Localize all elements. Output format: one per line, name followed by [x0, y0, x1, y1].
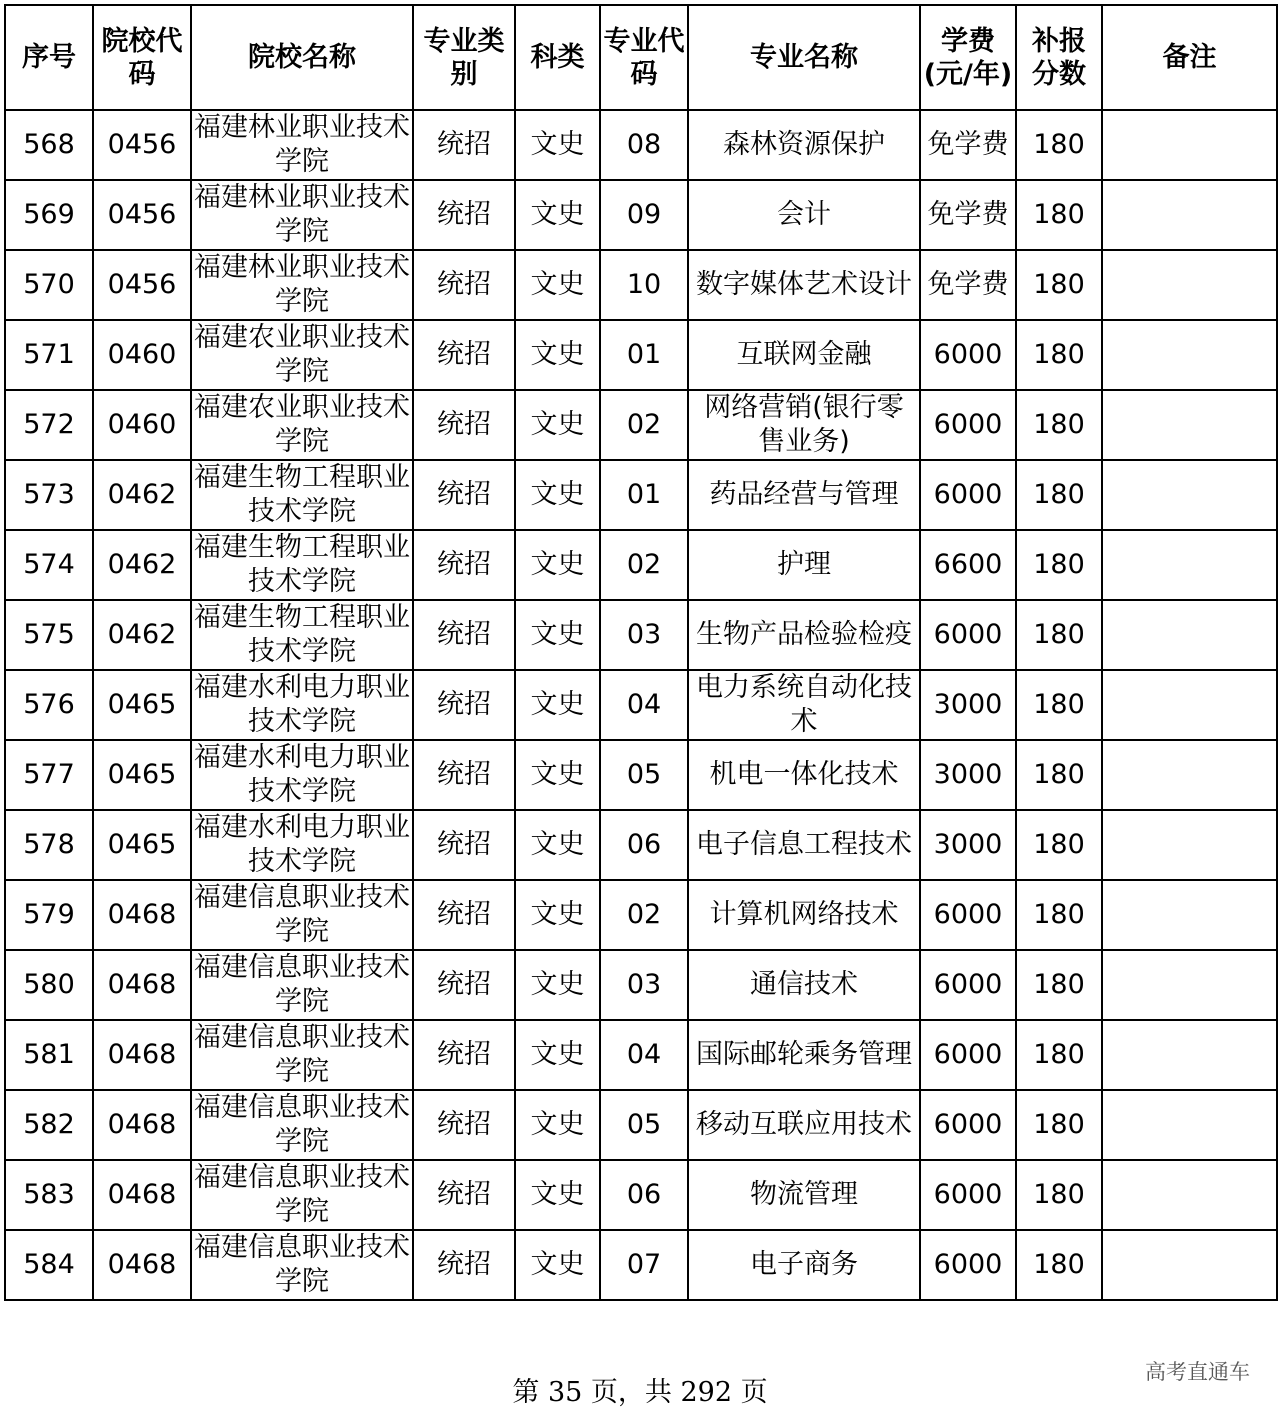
cell-col-tuition: 6000 [920, 1020, 1016, 1090]
cell-col-remark [1102, 390, 1277, 460]
cell-col-subject: 文史 [515, 1090, 600, 1160]
cell-col-school-name: 福建信息职业技术学院 [191, 950, 413, 1020]
cell-col-score: 180 [1016, 390, 1102, 460]
cell-col-remark [1102, 320, 1277, 390]
header-col-school-code: 院校代码 [93, 5, 191, 110]
cell-col-school-name: 福建林业职业技术学院 [191, 180, 413, 250]
cell-col-school-name: 福建生物工程职业技术学院 [191, 530, 413, 600]
table-row [5, 390, 1277, 460]
cell-col-major-code: 10 [600, 250, 688, 320]
cell-col-score: 180 [1016, 530, 1102, 600]
cell-col-major-name: 生物产品检验检疫 [688, 600, 920, 670]
cell-col-major-name: 物流管理 [688, 1160, 920, 1230]
cell-col-remark [1102, 810, 1277, 880]
cell-col-remark [1102, 950, 1277, 1020]
cell-col-score: 180 [1016, 600, 1102, 670]
cell-col-school-name: 福建水利电力职业技术学院 [191, 670, 413, 740]
table-body [5, 110, 1277, 1300]
cell-col-score: 180 [1016, 1160, 1102, 1230]
cell-col-index: 574 [5, 530, 93, 600]
cell-col-remark [1102, 880, 1277, 950]
table-row [5, 950, 1277, 1020]
cell-col-major-type: 统招 [413, 670, 515, 740]
header-col-score: 补报分数 [1016, 5, 1102, 110]
cell-col-major-name: 森林资源保护 [688, 110, 920, 180]
cell-col-school-code: 0462 [93, 460, 191, 530]
cell-col-major-type: 统招 [413, 1090, 515, 1160]
cell-col-subject: 文史 [515, 110, 600, 180]
cell-col-subject: 文史 [515, 390, 600, 460]
header-col-major-code: 专业代码 [600, 5, 688, 110]
cell-col-index: 572 [5, 390, 93, 460]
cell-col-index: 582 [5, 1090, 93, 1160]
cell-col-index: 579 [5, 880, 93, 950]
cell-col-school-code: 0468 [93, 880, 191, 950]
cell-col-major-type: 统招 [413, 1020, 515, 1090]
cell-col-index: 568 [5, 110, 93, 180]
cell-col-remark [1102, 530, 1277, 600]
cell-col-major-name: 护理 [688, 530, 920, 600]
cell-col-major-name: 网络营销(银行零售业务) [688, 390, 920, 460]
cell-col-major-name: 国际邮轮乘务管理 [688, 1020, 920, 1090]
cell-col-school-code: 0456 [93, 180, 191, 250]
cell-col-tuition: 3000 [920, 670, 1016, 740]
cell-col-tuition: 6000 [920, 460, 1016, 530]
header-col-subject: 科类 [515, 5, 600, 110]
cell-col-major-code: 03 [600, 600, 688, 670]
cell-col-index: 576 [5, 670, 93, 740]
table-row [5, 810, 1277, 880]
cell-col-score: 180 [1016, 740, 1102, 810]
cell-col-score: 180 [1016, 880, 1102, 950]
cell-col-major-code: 06 [600, 1160, 688, 1230]
cell-col-school-name: 福建信息职业技术学院 [191, 880, 413, 950]
cell-col-major-type: 统招 [413, 250, 515, 320]
cell-col-major-code: 06 [600, 810, 688, 880]
cell-col-index: 583 [5, 1160, 93, 1230]
cell-col-tuition: 6000 [920, 390, 1016, 460]
cell-col-major-name: 电子商务 [688, 1230, 920, 1300]
table-row [5, 600, 1277, 670]
cell-col-major-type: 统招 [413, 810, 515, 880]
cell-col-index: 580 [5, 950, 93, 1020]
cell-col-major-type: 统招 [413, 1230, 515, 1300]
cell-col-tuition: 6600 [920, 530, 1016, 600]
cell-col-subject: 文史 [515, 810, 600, 880]
cell-col-major-name: 计算机网络技术 [688, 880, 920, 950]
cell-col-remark [1102, 1090, 1277, 1160]
header-row [5, 5, 1277, 110]
cell-col-remark [1102, 460, 1277, 530]
cell-col-school-name: 福建生物工程职业技术学院 [191, 600, 413, 670]
cell-col-score: 180 [1016, 180, 1102, 250]
cell-col-major-code: 02 [600, 390, 688, 460]
cell-col-major-type: 统招 [413, 530, 515, 600]
cell-col-remark [1102, 110, 1277, 180]
cell-col-school-code: 0468 [93, 1160, 191, 1230]
cell-col-subject: 文史 [515, 1020, 600, 1090]
cell-col-major-code: 03 [600, 950, 688, 1020]
cell-col-school-name: 福建农业职业技术学院 [191, 320, 413, 390]
cell-col-subject: 文史 [515, 1230, 600, 1300]
cell-col-school-name: 福建农业职业技术学院 [191, 390, 413, 460]
cell-col-major-code: 02 [600, 530, 688, 600]
cell-col-tuition: 免学费 [920, 180, 1016, 250]
table-row [5, 1020, 1277, 1090]
cell-col-major-type: 统招 [413, 110, 515, 180]
cell-col-score: 180 [1016, 1230, 1102, 1300]
cell-col-score: 180 [1016, 950, 1102, 1020]
table-row [5, 740, 1277, 810]
cell-col-score: 180 [1016, 1090, 1102, 1160]
cell-col-remark [1102, 1160, 1277, 1230]
cell-col-school-code: 0468 [93, 1230, 191, 1300]
cell-col-index: 581 [5, 1020, 93, 1090]
cell-col-score: 180 [1016, 1020, 1102, 1090]
cell-col-school-name: 福建信息职业技术学院 [191, 1160, 413, 1230]
cell-col-index: 573 [5, 460, 93, 530]
header-col-school-name: 院校名称 [191, 5, 413, 110]
cell-col-index: 570 [5, 250, 93, 320]
cell-col-major-code: 01 [600, 320, 688, 390]
cell-col-tuition: 6000 [920, 1090, 1016, 1160]
cell-col-school-code: 0462 [93, 600, 191, 670]
cell-col-school-code: 0468 [93, 1020, 191, 1090]
cell-col-school-code: 0456 [93, 110, 191, 180]
admission-table [4, 4, 1278, 1301]
table-row [5, 1160, 1277, 1230]
cell-col-major-name: 会计 [688, 180, 920, 250]
header-col-major-type: 专业类别 [413, 5, 515, 110]
cell-col-school-name: 福建生物工程职业技术学院 [191, 460, 413, 530]
cell-col-major-name: 数字媒体艺术设计 [688, 250, 920, 320]
cell-col-score: 180 [1016, 320, 1102, 390]
cell-col-subject: 文史 [515, 530, 600, 600]
cell-col-major-type: 统招 [413, 740, 515, 810]
cell-col-subject: 文史 [515, 1160, 600, 1230]
cell-col-subject: 文史 [515, 250, 600, 320]
header-col-remark: 备注 [1102, 5, 1277, 110]
table-row [5, 670, 1277, 740]
cell-col-index: 569 [5, 180, 93, 250]
cell-col-subject: 文史 [515, 180, 600, 250]
cell-col-score: 180 [1016, 110, 1102, 180]
cell-col-school-name: 福建林业职业技术学院 [191, 250, 413, 320]
cell-col-school-code: 0465 [93, 670, 191, 740]
cell-col-major-name: 机电一体化技术 [688, 740, 920, 810]
cell-col-subject: 文史 [515, 460, 600, 530]
cell-col-tuition: 6000 [920, 600, 1016, 670]
table-row [5, 180, 1277, 250]
header-col-index: 序号 [5, 5, 93, 110]
cell-col-school-code: 0468 [93, 950, 191, 1020]
cell-col-remark [1102, 670, 1277, 740]
cell-col-major-name: 移动互联应用技术 [688, 1090, 920, 1160]
cell-col-school-code: 0456 [93, 250, 191, 320]
cell-col-tuition: 3000 [920, 740, 1016, 810]
table-row [5, 530, 1277, 600]
cell-col-score: 180 [1016, 460, 1102, 530]
header-col-tuition: 学费(元/年) [920, 5, 1016, 110]
cell-col-index: 584 [5, 1230, 93, 1300]
cell-col-major-code: 04 [600, 1020, 688, 1090]
table-row [5, 1090, 1277, 1160]
cell-col-subject: 文史 [515, 740, 600, 810]
cell-col-major-type: 统招 [413, 1160, 515, 1230]
cell-col-index: 571 [5, 320, 93, 390]
cell-col-school-name: 福建信息职业技术学院 [191, 1090, 413, 1160]
cell-col-major-name: 药品经营与管理 [688, 460, 920, 530]
cell-col-major-code: 05 [600, 1090, 688, 1160]
cell-col-tuition: 免学费 [920, 110, 1016, 180]
table-row [5, 320, 1277, 390]
cell-col-remark [1102, 250, 1277, 320]
cell-col-school-name: 福建水利电力职业技术学院 [191, 810, 413, 880]
cell-col-major-type: 统招 [413, 460, 515, 530]
cell-col-subject: 文史 [515, 670, 600, 740]
cell-col-major-code: 07 [600, 1230, 688, 1300]
cell-col-major-type: 统招 [413, 320, 515, 390]
page-number: 第 35 页，共 292 页 [512, 1377, 768, 1408]
table-header [5, 5, 1277, 110]
cell-col-index: 578 [5, 810, 93, 880]
cell-col-school-code: 0460 [93, 320, 191, 390]
watermark: 高考直通车 [1145, 1360, 1250, 1384]
cell-col-tuition: 6000 [920, 1230, 1016, 1300]
cell-col-subject: 文史 [515, 600, 600, 670]
cell-col-tuition: 6000 [920, 320, 1016, 390]
cell-col-major-code: 01 [600, 460, 688, 530]
cell-col-tuition: 6000 [920, 950, 1016, 1020]
cell-col-subject: 文史 [515, 950, 600, 1020]
cell-col-score: 180 [1016, 810, 1102, 880]
cell-col-remark [1102, 1230, 1277, 1300]
cell-col-major-type: 统招 [413, 600, 515, 670]
cell-col-school-code: 0465 [93, 740, 191, 810]
cell-col-major-type: 统招 [413, 880, 515, 950]
cell-col-tuition: 6000 [920, 880, 1016, 950]
cell-col-school-name: 福建信息职业技术学院 [191, 1020, 413, 1090]
cell-col-major-name: 通信技术 [688, 950, 920, 1020]
cell-col-school-name: 福建信息职业技术学院 [191, 1230, 413, 1300]
cell-col-tuition: 6000 [920, 1160, 1016, 1230]
table-row [5, 110, 1277, 180]
table-row [5, 250, 1277, 320]
cell-col-remark [1102, 600, 1277, 670]
cell-col-school-code: 0460 [93, 390, 191, 460]
cell-col-school-code: 0465 [93, 810, 191, 880]
cell-col-tuition: 3000 [920, 810, 1016, 880]
cell-col-major-code: 08 [600, 110, 688, 180]
cell-col-school-name: 福建林业职业技术学院 [191, 110, 413, 180]
cell-col-index: 577 [5, 740, 93, 810]
cell-col-index: 575 [5, 600, 93, 670]
cell-col-major-type: 统招 [413, 180, 515, 250]
table-row [5, 1230, 1277, 1300]
table-row [5, 460, 1277, 530]
cell-col-score: 180 [1016, 250, 1102, 320]
cell-col-remark [1102, 1020, 1277, 1090]
cell-col-school-code: 0468 [93, 1090, 191, 1160]
cell-col-major-code: 09 [600, 180, 688, 250]
cell-col-school-name: 福建水利电力职业技术学院 [191, 740, 413, 810]
cell-col-subject: 文史 [515, 880, 600, 950]
cell-col-remark [1102, 740, 1277, 810]
cell-col-major-name: 电子信息工程技术 [688, 810, 920, 880]
cell-col-score: 180 [1016, 670, 1102, 740]
cell-col-tuition: 免学费 [920, 250, 1016, 320]
cell-col-major-type: 统招 [413, 390, 515, 460]
cell-col-school-code: 0462 [93, 530, 191, 600]
cell-col-major-name: 互联网金融 [688, 320, 920, 390]
cell-col-major-code: 02 [600, 880, 688, 950]
table-row [5, 880, 1277, 950]
cell-col-remark [1102, 180, 1277, 250]
cell-col-major-name: 电力系统自动化技术 [688, 670, 920, 740]
cell-col-subject: 文史 [515, 320, 600, 390]
cell-col-major-code: 05 [600, 740, 688, 810]
cell-col-major-code: 04 [600, 670, 688, 740]
header-col-major-name: 专业名称 [688, 5, 920, 110]
cell-col-major-type: 统招 [413, 950, 515, 1020]
